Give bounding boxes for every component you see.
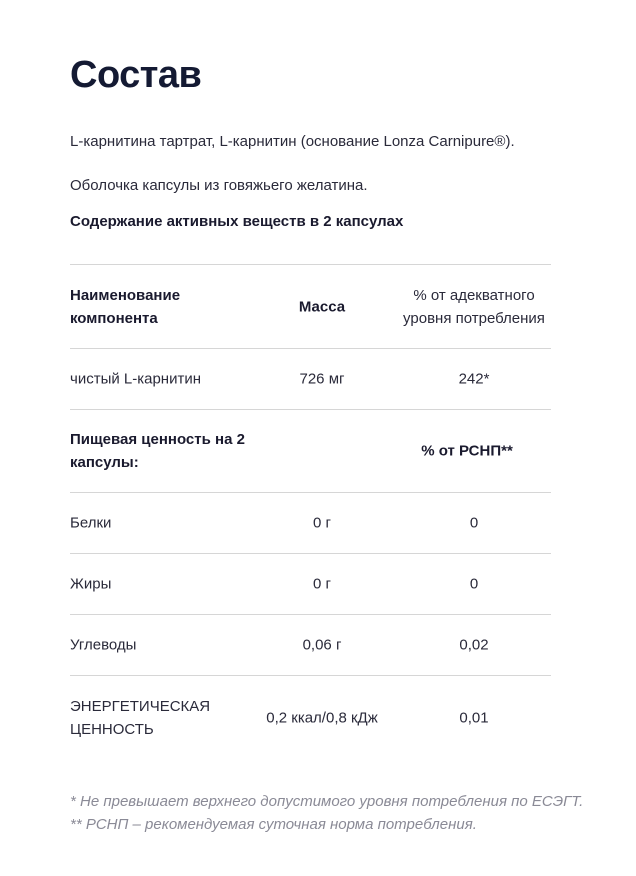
- header-nutrition-value: Пищевая ценность на 2 капсулы:: [70, 431, 245, 471]
- nutrient-percent: 0: [469, 514, 479, 532]
- nutrient-amount: 0,2 ккал/0,8 кДж: [266, 709, 378, 727]
- nutrient-name: Углеводы: [70, 636, 137, 654]
- table-row: [70, 554, 551, 615]
- table-row: [70, 493, 551, 554]
- footnote-rsnp: ** РСНП – рекомендуемая суточная норма потребления.: [70, 816, 477, 833]
- nutrient-name: ЭНЕРГЕТИЧЕСКАЯ ЦЕННОСТЬ: [70, 698, 211, 738]
- header-mass: Масса: [298, 298, 346, 315]
- component-name: чистый L-карнитин: [70, 370, 202, 388]
- nutrient-name: Жиры: [70, 575, 112, 593]
- capsule-shell-text: Оболочка капсулы из говяжьего желатина.: [70, 177, 368, 194]
- footnote-upper-limit: * Не превышает верхнего допустимого уровня потребления по ЕСЭГТ.: [70, 793, 584, 810]
- table-row: [70, 676, 551, 760]
- active-substances-heading: Содержание активных веществ в 2 капсулах: [70, 213, 404, 230]
- nutrient-percent: 0: [469, 575, 479, 593]
- section-title: Состав: [70, 54, 202, 96]
- header-component-name: Наименование компонента: [70, 286, 181, 327]
- component-percent: 242*: [458, 370, 490, 388]
- nutrient-percent: 0,01: [459, 709, 489, 727]
- header-rsnp-percent: % от РСНП**: [421, 442, 513, 460]
- nutrient-amount: 0 г: [313, 514, 331, 532]
- composition-text: L-карнитина тартрат, L-карнитин (основание Lonza Carnipure®).: [70, 133, 515, 150]
- table-row: [70, 349, 551, 410]
- table-header-row: [70, 265, 551, 349]
- nutrition-header-row: [70, 410, 551, 493]
- component-mass: 726 мг: [299, 370, 345, 388]
- nutrient-amount: 0 г: [313, 575, 331, 593]
- footnotes: [70, 790, 583, 836]
- nutrient-name: Белки: [70, 514, 112, 532]
- nutrient-amount: 0,06 г: [302, 636, 342, 654]
- table-row: [70, 615, 551, 676]
- nutrient-percent: 0,02: [459, 636, 489, 654]
- composition-table: [70, 264, 551, 760]
- header-adequate-level-percent: % от адекватного уровня потребления: [403, 286, 545, 327]
